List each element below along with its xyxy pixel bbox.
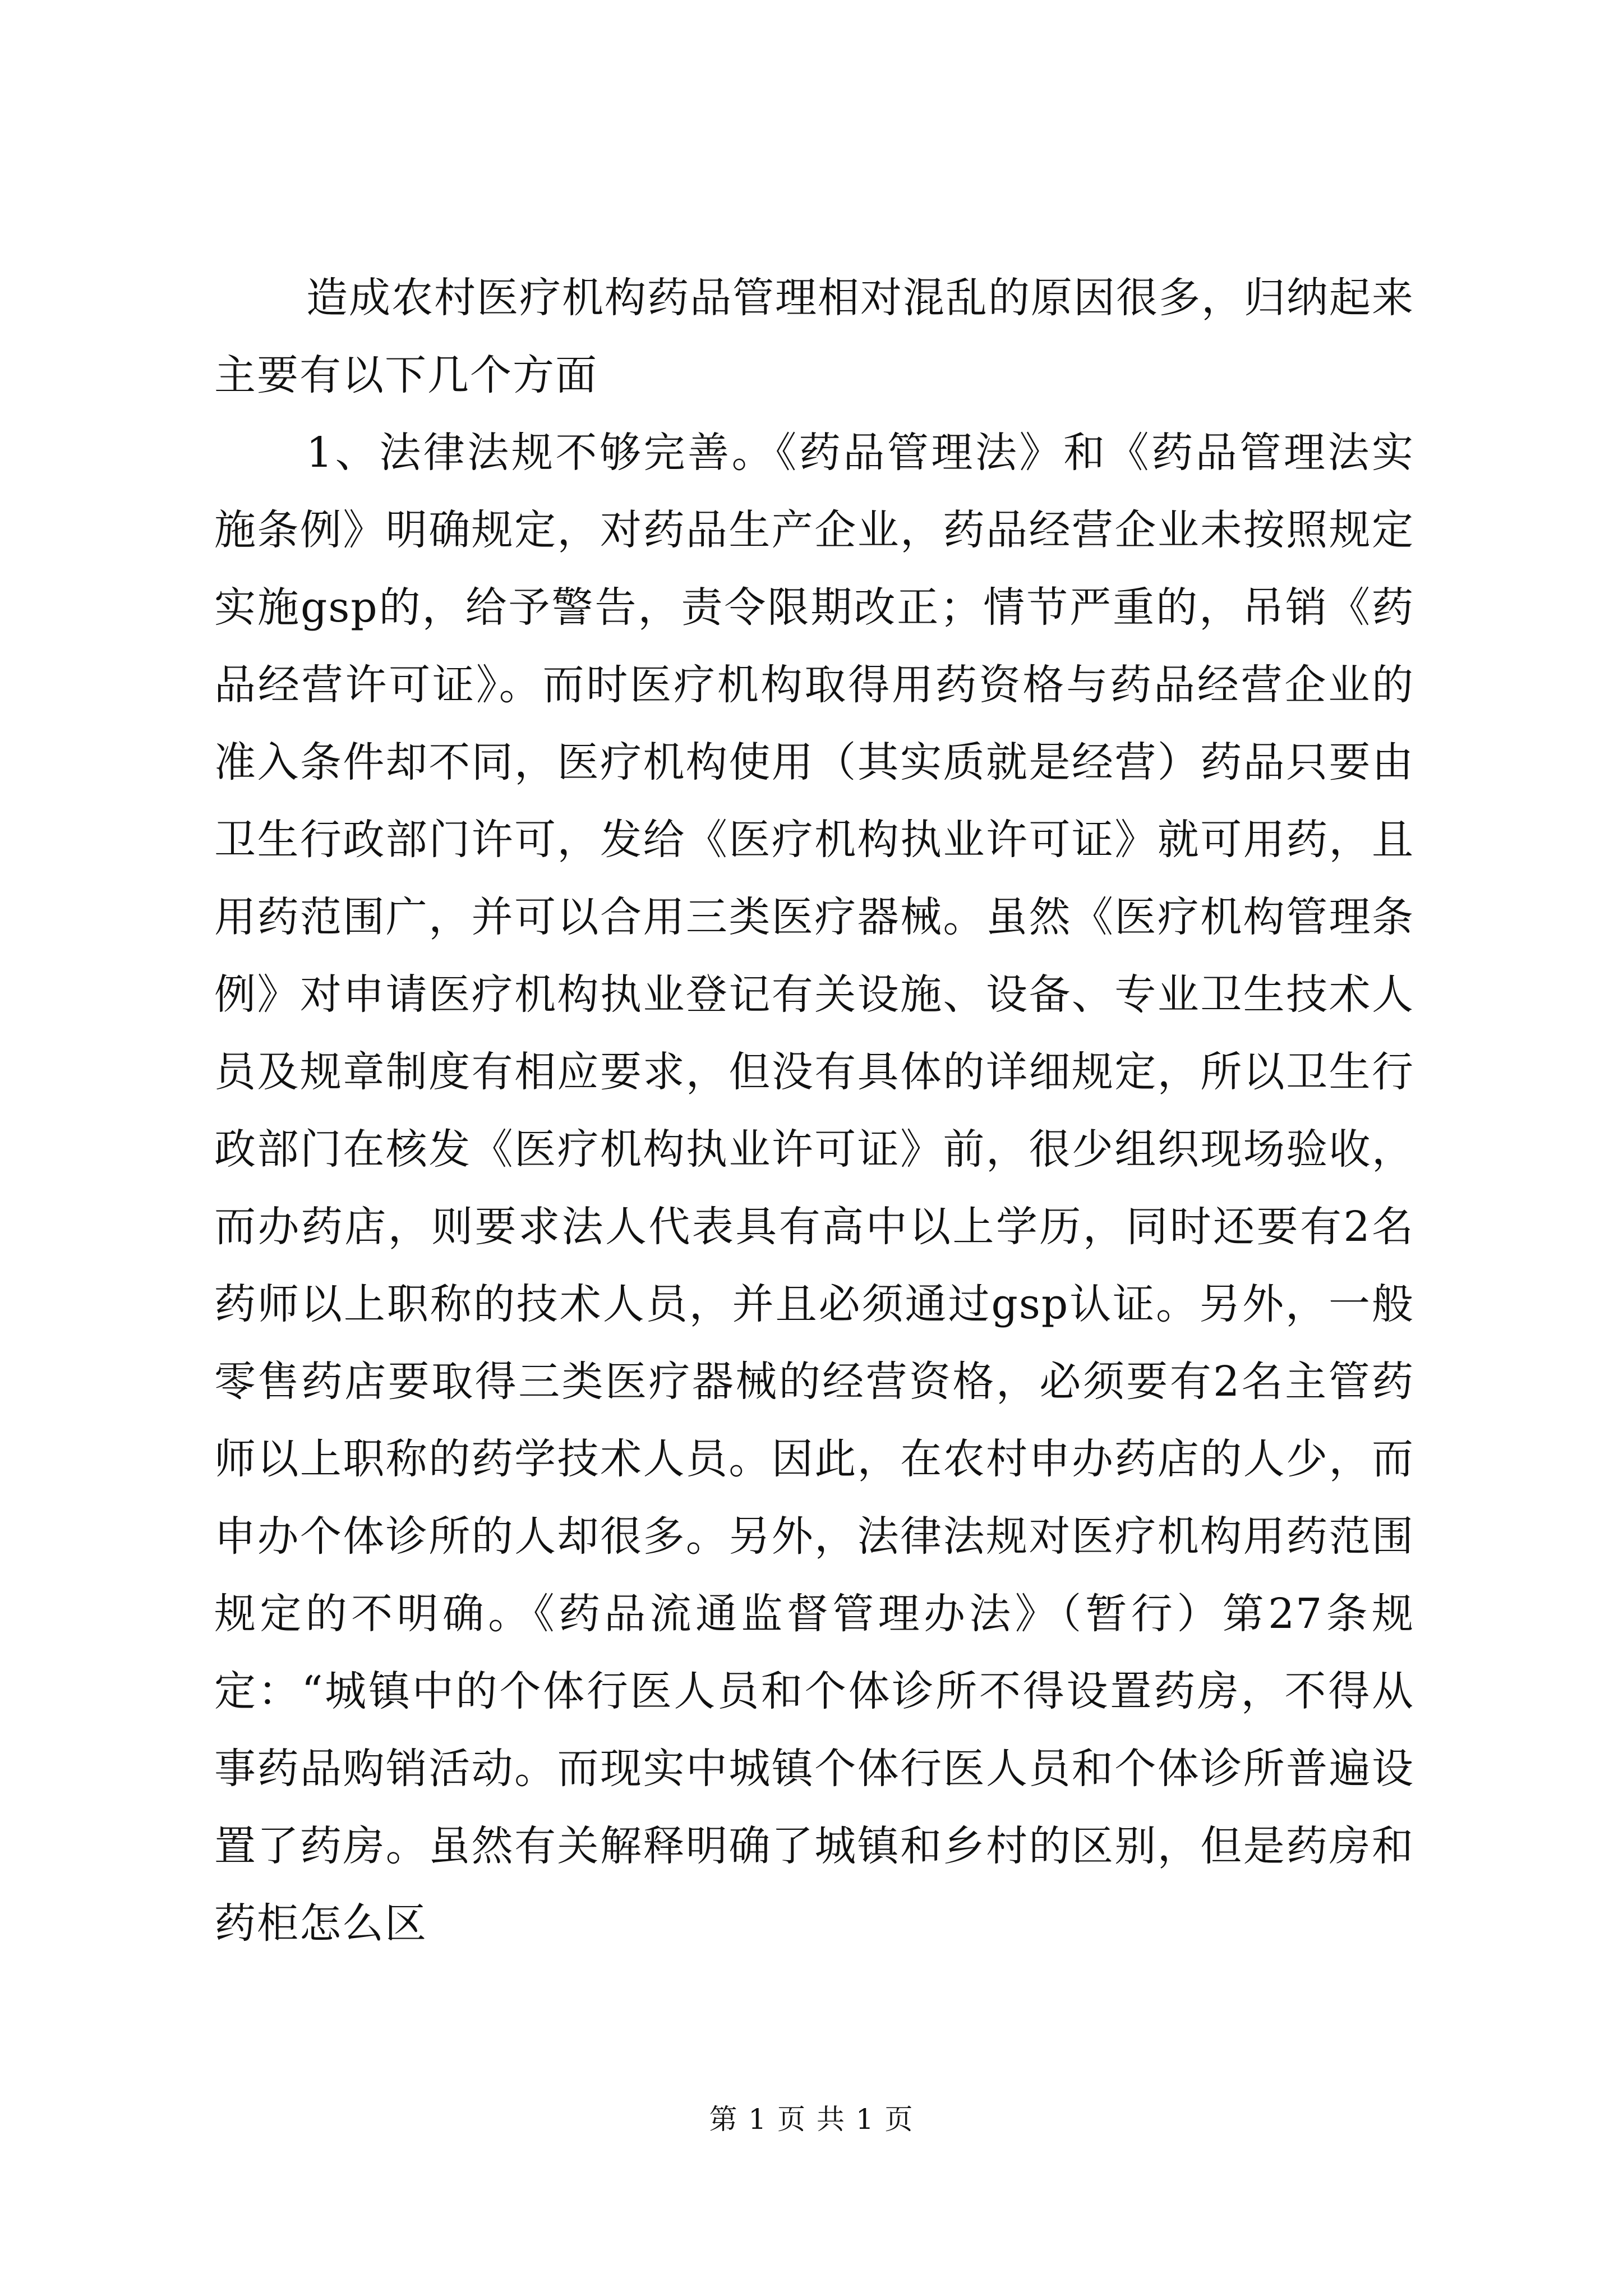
page-footer: 第 1 页 共 1 页 <box>709 2103 914 2136</box>
document-body <box>214 259 1414 1962</box>
paragraph-laws-regulations: 1、法律法规不够完善。《药品管理法》和《药品管理法实施条例》明确规定，对药品生产企业，药品经营企业未按照规定实施gsp的，给予警告，责令限期改正；情节严重的，吊销《药品经营许可证》。而时医疗机构取得用药资格与药品经营企业的准入条件却不同，医疗机构使用（其实质就是经营）药品只要由卫生行政部门许可，发给《医疗机构执业许可证》就可用药，且用药范围广，并可以合用三类医疗器械。虽然《医疗机构管理条例》对申请医疗机构执业登记有关设施、设备、专业卫生技术人员及规章制度有相应要求，但没有具体的详细规定，所以卫生行政部门在核发《医疗机构执业许可证》前，很少组织现场验收，而办药店，则要求法人代表具有高中以上学历，同时还要有2名药师以上职称的技术人员，并且必须通过gsp认证。另外，一般零售药店要取得三类医疗器械的经营资格，必须要有2名主管药师以上职称的药学技术人员。因此，在农村申办药店的人少，而申办个体诊所的人却很多。另外，法律法规对医疗机构用药范围规定的不明确。《药品流通监督管理办法》（暂行）第27条规定：“城镇中的个体行医人员和个体诊所不得设置药房，不得从事药品购销活动。而现实中城镇个体行医人员和个体诊所普遍设置了药房。虽然有关解释明确了城镇和乡村的区别，但是药房和药柜怎么区 <box>214 429 1414 1948</box>
paragraph-intro: 造成农村医疗机构药品管理相对混乱的原因很多，归纳起来主要有以下几个方面 <box>214 274 1414 399</box>
